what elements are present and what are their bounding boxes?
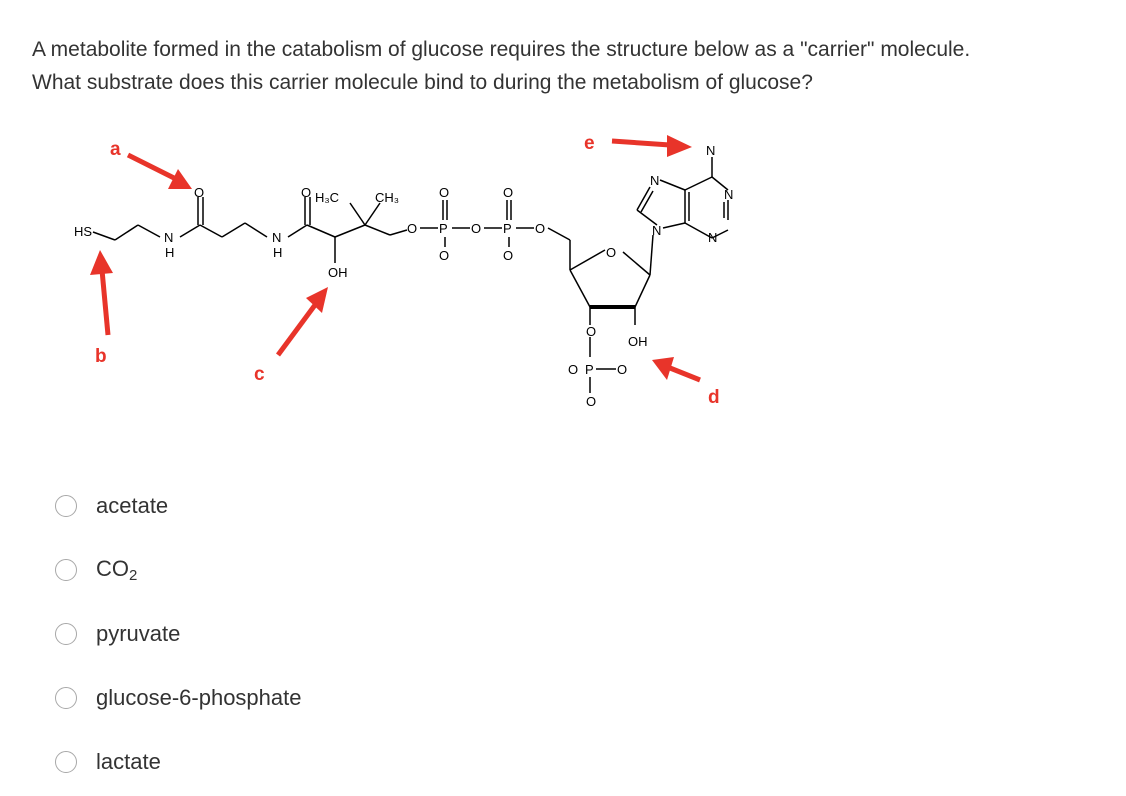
option-lactate[interactable] xyxy=(55,746,455,778)
o-minus-atom: O xyxy=(586,394,597,409)
h-atom: H xyxy=(273,245,283,260)
option-glucose-6-phosphate[interactable] xyxy=(55,682,455,714)
h-atom: H xyxy=(165,245,175,260)
n-atom: N xyxy=(164,230,174,245)
o-atom: O xyxy=(503,185,514,200)
radio-button[interactable] xyxy=(55,687,77,709)
ch3-group: CH₃ xyxy=(375,190,400,205)
n-atom: N xyxy=(650,173,660,188)
arrow-d xyxy=(652,357,700,380)
n-atom: N xyxy=(652,223,662,238)
o-minus-atom: O xyxy=(503,248,514,263)
question-text xyxy=(32,33,1112,99)
label-c: c xyxy=(254,364,265,385)
oh-group: OH xyxy=(628,334,648,349)
option-label xyxy=(96,556,137,584)
ring-o-atom: O xyxy=(606,245,617,260)
option-label: pyruvate xyxy=(96,621,181,646)
o-minus-atom: O xyxy=(439,248,450,263)
coenzyme-a-structure-figure xyxy=(60,125,760,425)
molecule-bonds xyxy=(93,157,728,393)
label-a: a xyxy=(110,139,121,160)
option-label-text: CO xyxy=(96,556,129,581)
arrow-a xyxy=(128,155,192,189)
radio-button[interactable] xyxy=(55,751,77,773)
radio-button[interactable] xyxy=(55,559,77,581)
o-atom: O xyxy=(471,221,482,236)
o-atom: O xyxy=(535,221,546,236)
option-acetate[interactable] xyxy=(55,490,455,522)
p-atom: P xyxy=(503,221,512,236)
question-line-2: What substrate does this carrier molecule bind to during the metabolism of glucose? xyxy=(32,71,813,94)
o-atom: O xyxy=(407,221,418,236)
o-atom: O xyxy=(439,185,450,200)
radio-button[interactable] xyxy=(55,623,77,645)
o-atom: O xyxy=(194,185,205,200)
arrow-b xyxy=(90,250,113,335)
h3c-group: H₃C xyxy=(315,190,340,205)
label-d: d xyxy=(708,387,720,408)
question-line-1: A metabolite formed in the catabolism of glucose requires the structure below as a "carrier" molecule. xyxy=(32,38,971,61)
structure-diagram xyxy=(60,125,760,425)
label-e: e xyxy=(584,133,595,154)
hs-atom: HS xyxy=(74,224,93,239)
n-atom: N xyxy=(706,143,716,158)
option-label: acetate xyxy=(96,493,169,518)
o-atom: O xyxy=(586,324,597,339)
label-b: b xyxy=(95,346,107,367)
o-atom: O xyxy=(301,185,312,200)
n-atom: N xyxy=(724,187,734,202)
option-label: glucose-6-phosphate xyxy=(96,685,302,710)
o-minus-atom: O xyxy=(617,362,628,377)
p-atom: P xyxy=(439,221,448,236)
n-atom: N xyxy=(272,230,282,245)
option-label-subscript: 2 xyxy=(129,567,138,584)
option-pyruvate[interactable] xyxy=(55,618,455,650)
arrow-e xyxy=(612,135,692,157)
option-co2[interactable] xyxy=(55,554,455,586)
arrow-c xyxy=(278,287,328,355)
o-atom: O xyxy=(568,362,579,377)
n-atom: N xyxy=(708,230,718,245)
p-atom: P xyxy=(585,362,594,377)
oh-group: OH xyxy=(328,265,348,280)
radio-button[interactable] xyxy=(55,495,77,517)
option-label: lactate xyxy=(96,749,161,774)
